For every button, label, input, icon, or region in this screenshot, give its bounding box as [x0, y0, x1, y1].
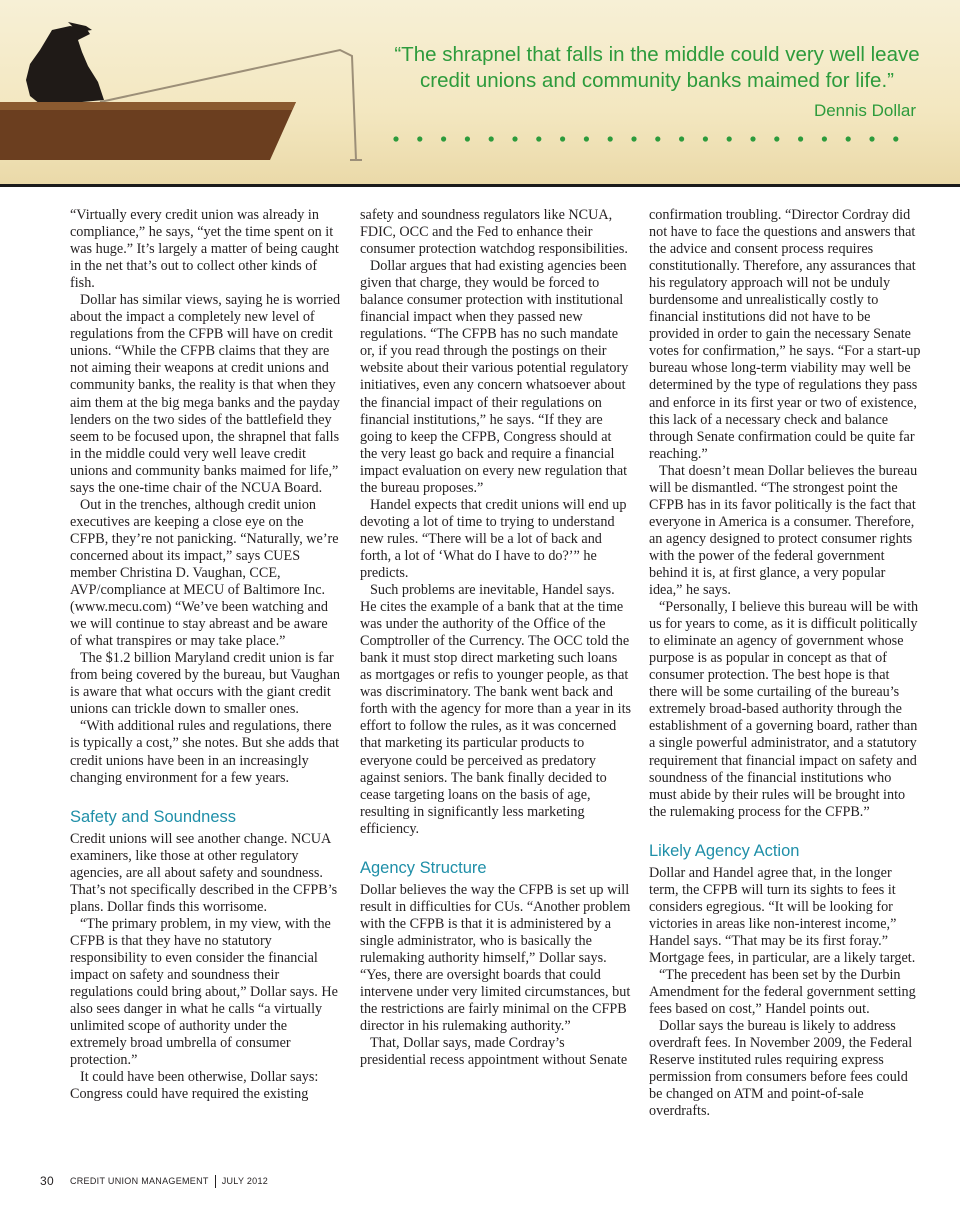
- divider-dot: [893, 136, 898, 141]
- body-paragraph: confirmation troubling. “Director Cordray did not have to face the questions and answers that the advice and consent process requires constitutionally. Therefore, any assurances that his regulatory approach will not be unduly burdensome and unrealistically costly to financial institutions did not have to be provided in order to gain the necessary Senate votes for confirmation,” he says. “For a start-up bureau whose long-term viability may well be determined by the type of regulations they pass and enforce in its first year or two of existence, this lack of a necessary check and balance through Senate confirmation could be quite far reaching.”: [649, 207, 921, 462]
- page-number: 30: [40, 1174, 54, 1188]
- divider-dot: [846, 136, 851, 141]
- body-paragraph: Out in the trenches, although credit union executives are keeping a close eye on the CFPB, they’re not panicking. “Naturally, we’re concerned about its impact,” says CUES member Christina D. Vaughan, CCE, AVP/compliance at MECU of Baltimore Inc. (www.mecu.com) “We’ve been watching and we will continue to stay abreast and be aware of what transpires or may take place.”: [70, 496, 339, 650]
- divider-dot: [679, 136, 684, 141]
- divider-dot: [489, 136, 494, 141]
- body-paragraph: Such problems are inevitable, Handel says. He cites the example of a bank that at the time was under the authority of the Office of the Comptroller of the Currency. The OCC told the bank it must stop direct marketing such loans as mortgages or refis to younger people, as that was discriminatory. The bank went back and forth with the agency for more than a year in its effort to follow the rules, as it was concerned that marketing its particular products to everyone could be perceived as predatory against seniors. The bank finally decided to cease targeting loans on the basis of age, resulting in significantly less marketing efficiency.: [360, 582, 632, 837]
- divider-dot: [393, 136, 398, 141]
- body-paragraph: That, Dollar says, made Cordray’s presidential recess appointment without Senate: [360, 1035, 628, 1069]
- body-paragraph: Credit unions will see another change. NCUA examiners, like those at other regulatory agencies, are all about safety and soundness. That’s not specifically described in the CFPB’s plans. Dollar finds this worrisome.: [70, 830, 338, 915]
- issue-date: JULY 2012: [221, 1176, 269, 1186]
- divider-dot: [798, 136, 803, 141]
- body-paragraph: Dollar has similar views, saying he is worried about the impact a completely new level of regulations from the CFPB will have on credit unions. “While the CFPB claims that they are not aiming their weapons at credit unions and community banks, the reality is that when they aim them at the big mega banks and the payday lenders on the two sides of the battlefield they seem to be focused upon, the shrapnel that falls in the middle could very well leave credit unions and community banks maimed for life,” says the one-time chair of the NCUA Board.: [70, 292, 341, 496]
- divider-dot: [536, 136, 541, 141]
- divider-dot: [869, 136, 874, 141]
- body-paragraph: “Personally, I believe this bureau will be with us for years to come, as it is difficult politically to eliminate an agency of government whose purpose is as popular in concept as that of consumer protection. The best hope is that there will be some curtailing of the bureau’s extremely broad-based authority through the establishment of a governing board, rather than a single powerful administrator, and a statutory requirement that financial impact on safety and soundness of the financial institutions who must abide by their rules will be brought into the rulemaking process for the CFPB.”: [649, 599, 919, 820]
- body-paragraph: “The primary problem, in my view, with the CFPB is that they have no statutory responsibility to even consider the financial impact on safety and soundness their regulations could bring about,” Dollar says. He also sees danger in what he calls “a virtually unlimited scope of authority under the extremely broad umbrella of consumer protection.”: [70, 915, 338, 1069]
- banner-divider: [0, 184, 960, 187]
- article-column-2: [360, 207, 632, 1069]
- divider-dot: [822, 136, 827, 141]
- section-heading: Agency Structure: [360, 858, 487, 877]
- body-paragraph: “With additional rules and regulations, there is typically a cost,” she notes. But she adds that credit unions have been in an increasingly changing environment for a few years.: [70, 718, 340, 786]
- article-column-1: [70, 207, 342, 1103]
- article-column-3: [649, 207, 921, 1120]
- section-heading: Likely Agency Action: [649, 841, 800, 860]
- divider-dot: [441, 136, 446, 141]
- publication-name: CREDIT UNION MANAGEMENT: [69, 1176, 209, 1186]
- section-heading: Safety and Soundness: [70, 807, 237, 826]
- body-paragraph: “The precedent has been set by the Durbin Amendment for the federal government setting fees based on cost,” Handel points out.: [649, 966, 916, 1018]
- divider-dot: [512, 136, 517, 141]
- fisherman-boat-illustration: [0, 0, 380, 186]
- divider-dot: [560, 136, 565, 141]
- body-paragraph: Handel expects that credit unions will end up devoting a lot of time to trying to understand new rules. “There will be a lot of back and forth, a lot of ‘What do I have to do?’” he predicts.: [360, 496, 627, 581]
- fisherman-silhouette-icon: [26, 22, 104, 104]
- body-paragraph: Dollar and Handel agree that, in the longer term, the CFPB will turn its sights to fees it considers egregious. “It will be looking for victories in areas like non-interest income,” Handel says. “That may be its first foray.” Mortgage fees, in particular, are a likely target.: [649, 864, 916, 966]
- body-paragraph: It could have been otherwise, Dollar says: Congress could have required the existing: [70, 1069, 319, 1103]
- body-paragraph: That doesn’t mean Dollar believes the bureau will be dismantled. “The strongest point the CFPB has in its favor politically is the fact that everyone in America is a consumer. Therefore, an agency designed to protect consumer rights with the power of the federal government behind it is, at first glance, a very popular idea,” he says.: [649, 462, 918, 599]
- dotted-divider-icon: [390, 132, 920, 146]
- divider-dot: [608, 136, 613, 141]
- body-paragraph: Dollar says the bureau is likely to address overdraft fees. In November 2009, the Federal Reserve instituted rules requiring express permission from consumers before fees could be changed on ATM and point-of-sale overdrafts.: [649, 1018, 913, 1120]
- body-paragraph: The $1.2 billion Maryland credit union is far from being covered by the bureau, but Vaughan is aware that what occurs with the giant credit unions can trickle down to smaller ones.: [70, 650, 341, 718]
- divider-dot: [727, 136, 732, 141]
- divider-dot: [584, 136, 589, 141]
- body-paragraph: “Virtually every credit union was already in compliance,” he says, “yet the time spent on it was huge.” It’s largely a matter of being caught in the net that’s out to collect other kinds of fish.: [70, 207, 339, 292]
- header-banner: [0, 0, 960, 186]
- divider-dot: [703, 136, 708, 141]
- divider-dot: [655, 136, 660, 141]
- divider-dot: [774, 136, 779, 141]
- rowboat-icon: [0, 102, 296, 160]
- divider-dot: [631, 136, 636, 141]
- footer-separator: [215, 1175, 216, 1188]
- divider-dot: [750, 136, 755, 141]
- body-paragraph: Dollar argues that had existing agencies been given that charge, they would be forced to balance consumer protection with institutional financial impact when they passed new regulations. “The CFPB has no such mandate or, if you read through the postings on their website about their various potential regulatory initiatives, even any concern whatsoever about the financial impact of their regulations on financial institutions,” he says. “If they are going to keep the CFPB, Congress should at the very least go back and require a financial impact evaluation on every new regulation that the bureau proposes.”: [360, 258, 629, 496]
- body-paragraph: Dollar believes the way the CFPB is set up will result in difficulties for CUs. “Another problem with the CFPB is that it is administered by a single administrator, who is basically the rulemaking authority himself,” Dollar says. “Yes, there are oversight boards that could intervene under very limited circumstances, but the restrictions are fairly minimal on the CFPB director in his rulemaking authority.”: [360, 881, 631, 1035]
- page-footer: [40, 1174, 268, 1188]
- body-paragraph: safety and soundness regulators like NCUA, FDIC, OCC and the Fed to enhance their consumer protection watchdog responsibilities.: [360, 207, 628, 258]
- pull-quote-attribution: Dennis Dollar: [813, 101, 916, 120]
- divider-dot: [417, 136, 422, 141]
- pull-quote: “The shrapnel that falls in the middle could very well leave credit unions and community banks maimed for life.”: [394, 43, 920, 92]
- divider-dot: [465, 136, 470, 141]
